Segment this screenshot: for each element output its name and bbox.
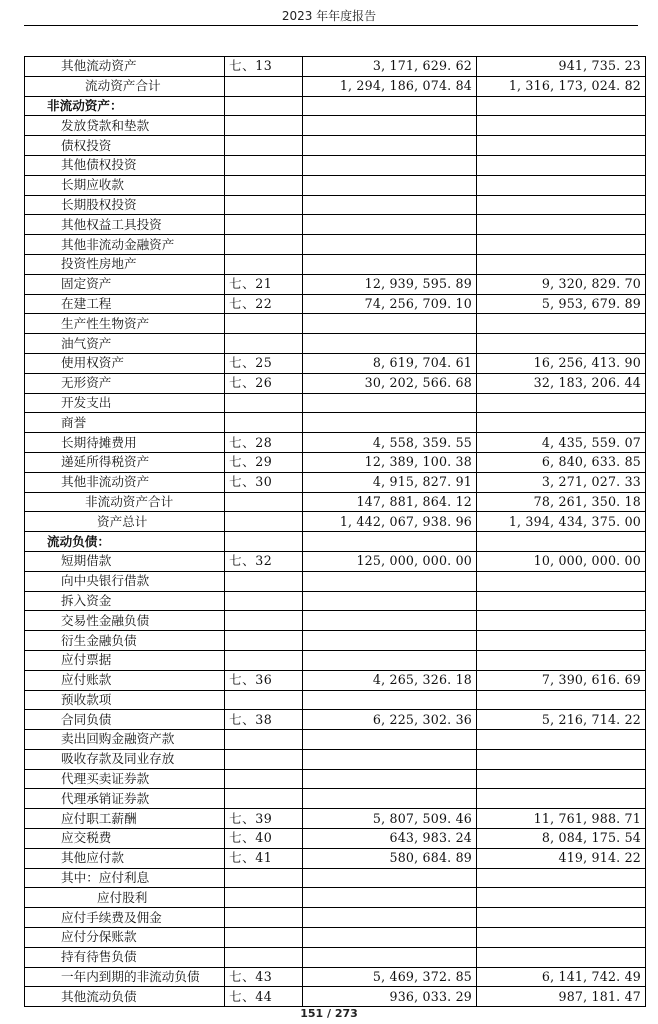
current-period-amount [303,769,477,789]
note-reference [225,650,303,670]
prior-period-amount [477,611,646,631]
table-row [25,631,646,651]
prior-period-amount: 10, 000, 000. 00 [477,551,646,571]
line-item-label: 卖出回购金融资产款 [25,730,225,750]
line-item-label: 应付账款 [25,670,225,690]
current-period-amount [303,314,477,334]
line-item-label: 其他流动资产 [25,57,225,77]
prior-period-amount [477,888,646,908]
note-reference [225,532,303,552]
note-reference: 七、36 [225,670,303,690]
current-period-amount: 8, 619, 704. 61 [303,353,477,373]
note-reference: 七、28 [225,433,303,453]
table-row [25,571,646,591]
note-reference [225,76,303,96]
current-period-amount: 147, 881, 864. 12 [303,492,477,512]
table-row [25,710,646,730]
prior-period-amount: 11, 761, 988. 71 [477,809,646,829]
line-item-label: 衍生金融负债 [25,631,225,651]
section-header-row [25,96,646,116]
table-row [25,413,646,433]
table-row [25,967,646,987]
table-row [25,829,646,849]
note-reference [225,888,303,908]
line-item-label: 交易性金融负债 [25,611,225,631]
line-item-label: 应付股利 [25,888,225,908]
table-row [25,591,646,611]
line-item-label: 其中：应付利息 [25,868,225,888]
line-item-label: 吸收存款及同业存放 [25,749,225,769]
table-row [25,789,646,809]
current-period-amount [303,136,477,156]
note-reference [225,789,303,809]
table-row [25,809,646,829]
current-period-amount [303,334,477,354]
prior-period-amount: 5, 216, 714. 22 [477,710,646,730]
note-reference [225,611,303,631]
note-reference [225,690,303,710]
current-period-amount: 12, 939, 595. 89 [303,274,477,294]
prior-period-amount [477,136,646,156]
line-item-label: 应交税费 [25,829,225,849]
current-period-amount [303,928,477,948]
table-row [25,254,646,274]
note-reference: 七、32 [225,551,303,571]
table-row [25,314,646,334]
prior-period-amount: 987, 181. 47 [477,987,646,1007]
current-period-amount: 30, 202, 566. 68 [303,373,477,393]
current-period-amount [303,789,477,809]
prior-period-amount [477,155,646,175]
prior-period-amount: 941, 735. 23 [477,57,646,77]
note-reference: 七、26 [225,373,303,393]
prior-period-amount: 16, 256, 413. 90 [477,353,646,373]
line-item-label: 非流动资产合计 [25,492,225,512]
line-item-label: 代理承销证券款 [25,789,225,809]
note-reference: 七、13 [225,57,303,77]
current-period-amount: 643, 983. 24 [303,829,477,849]
line-item-label: 生产性生物资产 [25,314,225,334]
table-row [25,155,646,175]
note-reference [225,413,303,433]
line-item-label: 向中央银行借款 [25,571,225,591]
line-item-label: 无形资产 [25,373,225,393]
current-period-amount [303,908,477,928]
prior-period-amount [477,908,646,928]
current-period-amount [303,631,477,651]
prior-period-amount [477,254,646,274]
current-period-amount: 4, 915, 827. 91 [303,472,477,492]
prior-period-amount [477,393,646,413]
prior-period-amount: 32, 183, 206. 44 [477,373,646,393]
line-item-label: 长期股权投资 [25,195,225,215]
prior-period-amount [477,314,646,334]
table-row [25,452,646,472]
current-period-amount [303,254,477,274]
note-reference: 七、30 [225,472,303,492]
note-reference [225,155,303,175]
line-item-label: 其他债权投资 [25,155,225,175]
table-row [25,650,646,670]
page-number: 151 / 273 [300,1007,358,1020]
table-row [25,749,646,769]
table-row [25,76,646,96]
table-row [25,353,646,373]
prior-period-amount [477,730,646,750]
table-row [25,888,646,908]
header-divider [24,25,638,26]
line-item-label: 短期借款 [25,551,225,571]
note-reference [225,492,303,512]
table-row [25,512,646,532]
prior-period-amount [477,96,646,116]
line-item-label: 开发支出 [25,393,225,413]
section-label: 流动负债： [25,532,225,552]
table-row [25,294,646,314]
note-reference [225,215,303,235]
note-reference: 七、43 [225,967,303,987]
table-row [25,175,646,195]
current-period-amount: 1, 294, 186, 074. 84 [303,76,477,96]
note-reference: 七、22 [225,294,303,314]
table-row [25,987,646,1007]
current-period-amount [303,947,477,967]
line-item-label: 商誉 [25,413,225,433]
current-period-amount: 6, 225, 302. 36 [303,710,477,730]
current-period-amount [303,690,477,710]
table-row [25,848,646,868]
prior-period-amount [477,947,646,967]
note-reference: 七、38 [225,710,303,730]
prior-period-amount: 6, 840, 633. 85 [477,452,646,472]
current-period-amount [303,571,477,591]
table-row [25,868,646,888]
table-row [25,492,646,512]
current-period-amount: 936, 033. 29 [303,987,477,1007]
prior-period-amount [477,690,646,710]
table-row [25,393,646,413]
prior-period-amount [477,195,646,215]
line-item-label: 投资性房地产 [25,254,225,274]
note-reference [225,334,303,354]
table-row [25,690,646,710]
current-period-amount [303,116,477,136]
line-item-label: 其他非流动资产 [25,472,225,492]
table-row [25,235,646,255]
prior-period-amount: 9, 320, 829. 70 [477,274,646,294]
note-reference [225,393,303,413]
current-period-amount [303,749,477,769]
line-item-label: 代理买卖证券款 [25,769,225,789]
note-reference: 七、21 [225,274,303,294]
current-period-amount: 4, 558, 359. 55 [303,433,477,453]
current-period-amount [303,175,477,195]
table-row [25,215,646,235]
current-period-amount [303,888,477,908]
current-period-amount: 5, 469, 372. 85 [303,967,477,987]
line-item-label: 应付职工薪酬 [25,809,225,829]
table-row [25,116,646,136]
prior-period-amount [477,175,646,195]
current-period-amount [303,195,477,215]
note-reference [225,175,303,195]
current-period-amount [303,393,477,413]
note-reference [225,591,303,611]
current-period-amount [303,868,477,888]
page-header-title: 2023 年年度报告 [281,9,377,23]
note-reference [225,571,303,591]
note-reference [225,96,303,116]
prior-period-amount [477,334,646,354]
current-period-amount [303,215,477,235]
table-row [25,769,646,789]
line-item-label: 应付票据 [25,650,225,670]
table-row [25,57,646,77]
line-item-label: 其他应付款 [25,848,225,868]
current-period-amount: 5, 807, 509. 46 [303,809,477,829]
note-reference [225,928,303,948]
table-row [25,334,646,354]
table-row [25,551,646,571]
table-row [25,670,646,690]
prior-period-amount [477,235,646,255]
current-period-amount [303,413,477,433]
note-reference [225,749,303,769]
line-item-label: 长期应收款 [25,175,225,195]
line-item-label: 其他流动负债 [25,987,225,1007]
note-reference [225,195,303,215]
line-item-label: 应付手续费及佣金 [25,908,225,928]
note-reference [225,868,303,888]
table-row [25,195,646,215]
current-period-amount [303,96,477,116]
table-row [25,908,646,928]
balance-sheet-body [25,57,646,1007]
note-reference [225,314,303,334]
table-row [25,472,646,492]
note-reference: 七、41 [225,848,303,868]
line-item-label: 应付分保账款 [25,928,225,948]
prior-period-amount [477,868,646,888]
current-period-amount: 125, 000, 000. 00 [303,551,477,571]
prior-period-amount [477,571,646,591]
prior-period-amount: 8, 084, 175. 54 [477,829,646,849]
prior-period-amount: 1, 316, 173, 024. 82 [477,76,646,96]
current-period-amount [303,532,477,552]
table-row [25,928,646,948]
note-reference: 七、25 [225,353,303,373]
current-period-amount [303,155,477,175]
line-item-label: 流动资产合计 [25,76,225,96]
section-label: 非流动资产： [25,96,225,116]
current-period-amount [303,650,477,670]
note-reference [225,908,303,928]
prior-period-amount [477,769,646,789]
line-item-label: 预收款项 [25,690,225,710]
prior-period-amount [477,413,646,433]
note-reference [225,730,303,750]
line-item-label: 固定资产 [25,274,225,294]
prior-period-amount [477,532,646,552]
line-item-label: 在建工程 [25,294,225,314]
prior-period-amount: 5, 953, 679. 89 [477,294,646,314]
prior-period-amount: 78, 261, 350. 18 [477,492,646,512]
note-reference: 七、44 [225,987,303,1007]
note-reference [225,947,303,967]
line-item-label: 一年内到期的非流动负债 [25,967,225,987]
table-row [25,730,646,750]
current-period-amount [303,611,477,631]
prior-period-amount: 4, 435, 559. 07 [477,433,646,453]
prior-period-amount: 7, 390, 616. 69 [477,670,646,690]
line-item-label: 拆入资金 [25,591,225,611]
line-item-label: 债权投资 [25,136,225,156]
line-item-label: 发放贷款和垫款 [25,116,225,136]
prior-period-amount [477,928,646,948]
prior-period-amount [477,650,646,670]
note-reference [225,235,303,255]
table-row [25,611,646,631]
line-item-label: 持有待售负债 [25,947,225,967]
note-reference [225,631,303,651]
line-item-label: 油气资产 [25,334,225,354]
current-period-amount: 74, 256, 709. 10 [303,294,477,314]
prior-period-amount [477,749,646,769]
table-row [25,947,646,967]
table-row [25,274,646,294]
note-reference [225,512,303,532]
note-reference: 七、39 [225,809,303,829]
table-row [25,373,646,393]
table-row [25,433,646,453]
current-period-amount: 1, 442, 067, 938. 96 [303,512,477,532]
note-reference [225,769,303,789]
balance-sheet-table [24,56,646,1007]
current-period-amount [303,730,477,750]
note-reference [225,116,303,136]
line-item-label: 其他非流动金融资产 [25,235,225,255]
current-period-amount: 12, 389, 100. 38 [303,452,477,472]
prior-period-amount: 419, 914. 22 [477,848,646,868]
prior-period-amount [477,591,646,611]
line-item-label: 使用权资产 [25,353,225,373]
current-period-amount: 3, 171, 629. 62 [303,57,477,77]
table-row [25,136,646,156]
note-reference: 七、40 [225,829,303,849]
line-item-label: 资产总计 [25,512,225,532]
prior-period-amount [477,116,646,136]
current-period-amount [303,591,477,611]
line-item-label: 合同负债 [25,710,225,730]
prior-period-amount [477,789,646,809]
current-period-amount [303,235,477,255]
prior-period-amount [477,631,646,651]
prior-period-amount [477,215,646,235]
prior-period-amount: 3, 271, 027. 33 [477,472,646,492]
prior-period-amount: 6, 141, 742. 49 [477,967,646,987]
line-item-label: 其他权益工具投资 [25,215,225,235]
current-period-amount: 580, 684. 89 [303,848,477,868]
note-reference [225,254,303,274]
note-reference [225,136,303,156]
current-period-amount: 4, 265, 326. 18 [303,670,477,690]
prior-period-amount: 1, 394, 434, 375. 00 [477,512,646,532]
section-header-row [25,532,646,552]
note-reference: 七、29 [225,452,303,472]
line-item-label: 长期待摊费用 [25,433,225,453]
line-item-label: 递延所得税资产 [25,452,225,472]
